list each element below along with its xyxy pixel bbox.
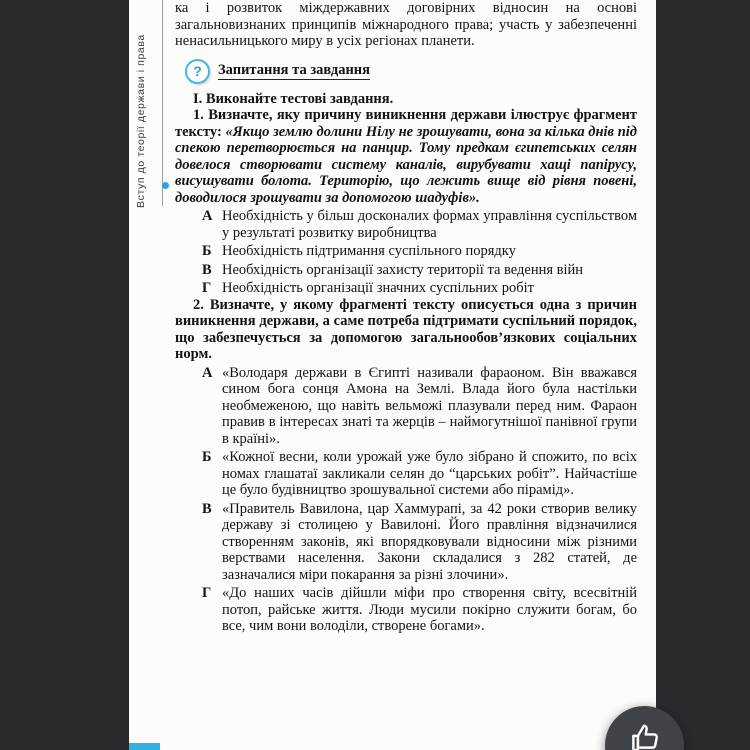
question-2-lead: 2. Визначте, у якому фрагменті тексту описується одна з причин виникнення держави, а саме потреба підтримати суспільний порядок, що забезпечується за допомогою загальнообов’язкових соціальних норм.: [175, 296, 637, 362]
margin-divider-line: [162, 0, 163, 206]
tasks-heading: І. Виконайте тестові завдання.: [193, 90, 394, 107]
thumbs-up-icon: [628, 721, 662, 750]
answer-option: [202, 365, 637, 448]
option-letter: В: [202, 500, 212, 517]
answer-option: [202, 585, 637, 635]
answer-option: [202, 243, 637, 260]
margin-bullet-dot: [162, 182, 169, 189]
option-text: «Володаря держави в Єгипті називали фараоном. Він вважався сином бога сонця Амона на Землі. Влада його була настільки необмеженою, що навіть вельможі плазували перед ним. Фараон правив в інтересах знаті та жерців – наймогутнішої панівної групи в країні».: [222, 364, 637, 447]
option-text: Необхідність у більш досконалих формах управління суспільством у результаті розвитку виробництва: [222, 208, 637, 241]
question-2-options: [175, 365, 637, 635]
question-1-quote: «Якщо землю долини Нілу не зрошувати, вона за кілька днів під спекою перетворюється на панцир. Тому предкам єгипетських селян довелося створювати систему каналів, вирубувати хащі папірусу, висушувати болота. Територію, що лежить вище від рівня повені, доводилося зрошувати за допомогою шадуфів».: [175, 123, 637, 206]
option-letter: А: [202, 208, 213, 224]
section-header: [175, 59, 637, 84]
option-text: Необхідність організації значних суспільних робіт: [222, 280, 534, 296]
chapter-margin-label: Вступ до теорії держави і права: [135, 34, 147, 208]
question-mark-icon: ?: [185, 59, 210, 84]
option-letter: Г: [202, 585, 212, 601]
option-letter: Г: [202, 280, 212, 296]
answer-option: [202, 449, 637, 499]
question-1-lead: 1. Визначте, яку причину виникнення держави ілюструє фрагмент тексту:: [175, 107, 637, 140]
answer-option: [202, 280, 637, 297]
section-title: Запитання та завдання: [218, 62, 370, 81]
option-text: «Кожної весни, коли урожай уже було зібрано й спожито, по всіх номах глашатаї закликали селян до “царських робіт”. Найчастіше це було будівництво зрошувальної системи або пірамід».: [222, 449, 637, 498]
question-1: [175, 107, 637, 206]
option-letter: Б: [202, 449, 212, 465]
option-letter: В: [202, 261, 212, 278]
option-text: «До наших часів дійшли міфи про створення світу, всесвітній потоп, райське життя. Люди мусили покірно служити богам, бо все, чим вони володіли, створене богами».: [222, 585, 637, 634]
answer-option: [202, 208, 637, 241]
book-page: [129, 0, 656, 750]
option-text: «Правитель Вавилона, цар Хаммурапі, за 42 роки створив велику державу зі столицею у Вавилоні. Його правління відзначилися створенням законів, які впорядковували відносини між різними верствами населення. Закони складалися з 282 статей, де зазначалися міри покарання за різні злочини».: [222, 500, 637, 583]
intro-paragraph: ка і розвиток міждержавних договірних відносин на основі загальновизнаних принципів міжнародного права; участь у забезпеченні ненасильницького миру в усіх регіонах планети.: [175, 0, 637, 49]
option-letter: А: [202, 364, 213, 381]
option-letter: Б: [202, 243, 212, 259]
page-bottom-accent: [129, 743, 160, 750]
option-text: Необхідність організації захисту території та ведення війн: [222, 261, 584, 278]
answer-option: [202, 501, 637, 584]
question-1-options: [175, 208, 637, 297]
page-content: [175, 0, 637, 635]
option-text: Необхідність підтримання суспільного порядку: [222, 243, 516, 259]
answer-option: [202, 262, 637, 279]
